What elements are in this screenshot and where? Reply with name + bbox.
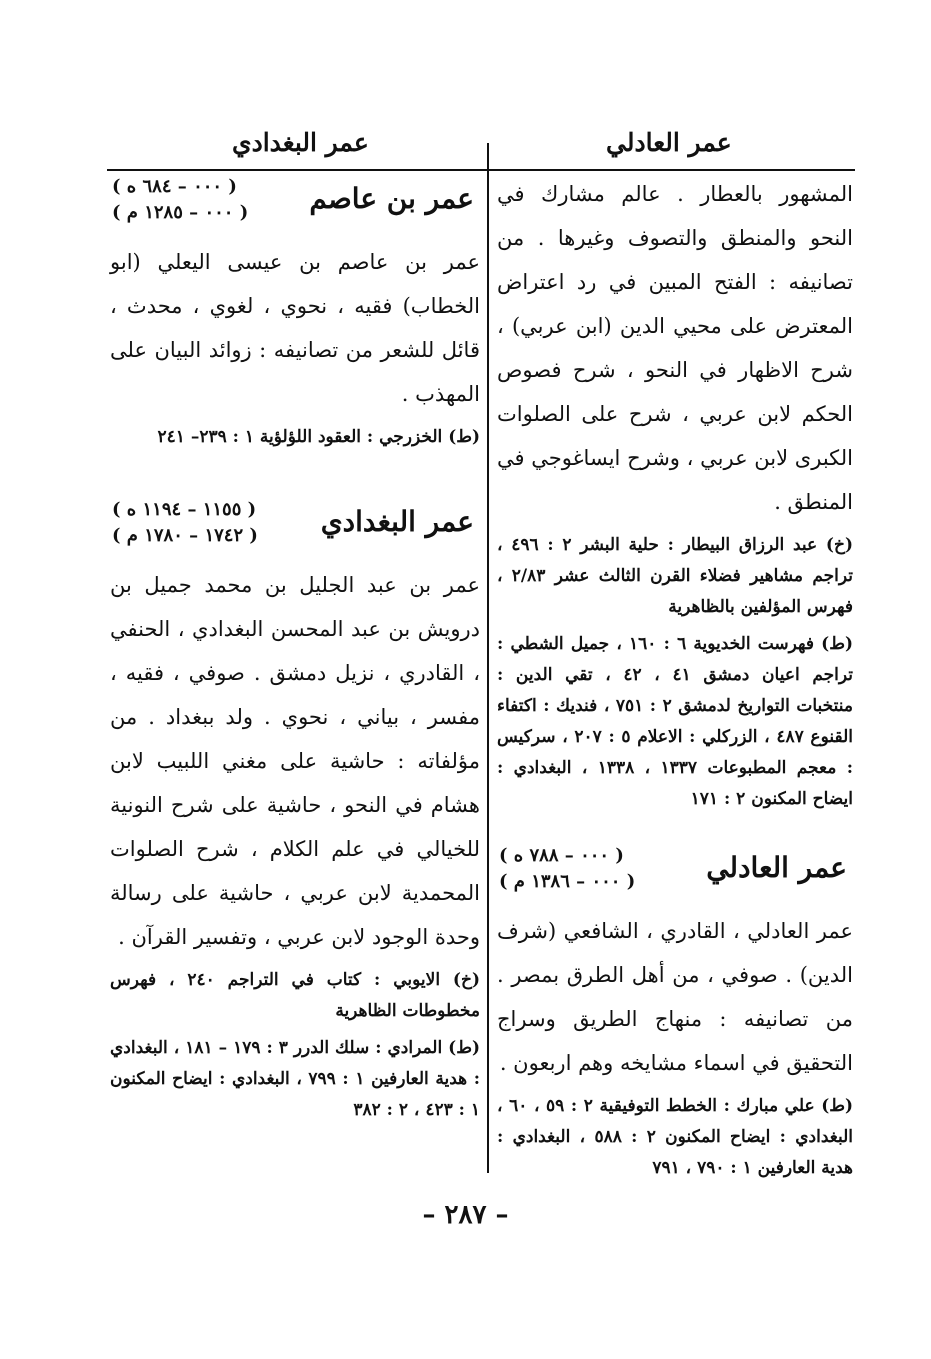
left-column xyxy=(110,172,480,1126)
spacer xyxy=(110,453,480,495)
entry-body: عمر بن عاصم بن عيسى اليعلي (ابو الخطاب) فقيه ، نحوي ، لغوي ، محدث ، قائل للشعر من تصانيفه : زوائد البيان على المهذب . xyxy=(110,250,480,406)
entry-title: عمر العادلي xyxy=(706,851,847,884)
entry-heading xyxy=(497,841,853,909)
column-divider xyxy=(487,143,489,1173)
entry-body: عمر العادلي ، القادري ، الشافعي (شرف الدين) . صوفي ، من أهل الطرق بمصر . من تصانيفه : منهاج الطريق وسراج التحقيق في اسماء مشايخه وهم اربعون . xyxy=(497,919,853,1075)
page-number: – ٢٨٧ – xyxy=(422,1200,509,1230)
spacer xyxy=(497,815,853,841)
dates-hijri: ( ١١٥٥ – ١١٩٤ ه ) xyxy=(112,499,257,520)
dates-hijri: ( ٠٠٠ – ٦٨٤ ه ) xyxy=(112,176,237,197)
entry-dates xyxy=(112,174,248,226)
entry-dates xyxy=(112,497,258,549)
right-column xyxy=(497,172,853,1184)
entry-reference: (ط) المرادي : سلك الدرر ٣ : ١٧٩ – ١٨١ ، البغدادي : هدية العارفين ١ : ٧٩٩ ، البغدادي : ايضاح المكنون ١ : ٤٢٣ ، ٢ : ٣٨٢ xyxy=(110,1038,480,1120)
entry-reference: (خ) الايوبي : كتاب في التراجم ٢٤٠ ، فهرس مخطوطات الظاهرية xyxy=(110,970,480,1021)
entry-title: عمر البغدادي xyxy=(320,505,474,538)
entry-title: عمر بن عاصم xyxy=(309,182,474,215)
dates-gregorian: ( ١٧٤٢ – ١٧٨٠ م ) xyxy=(112,525,258,546)
entry-reference: (ط) فهرست الخديوية ٦ : ١٦٠ ، جميل الشطي : تراجم اعيان دمشق ٤١ ، ٤٢ ، تقي الدين : منتخبات التواريخ لدمشق ٢ : ٧٥١ ، فنديك : اكتفاء القنوع ٤٨٧ ، الزركلي : الاعلام ٥ : ٢٠٧ ، سركيس : معجم المطبوعات ١٣٣٧ ، ١٣٣٨ ، البغدادي : ايضاح المكنون ٢ : ١٧١ xyxy=(497,634,854,809)
running-header-left: عمر البغدادي xyxy=(232,128,369,157)
dates-gregorian: ( ٠٠٠ – ١٢٨٥ م ) xyxy=(112,202,249,223)
entry-reference: (خ) عبد الرزاق البيطار : حلية البشر ٢ : ٤٩٦ ، تراجم مشاهير فضلاء القرن الثالث عشر ٢/٨٣ ، فهرس المؤلفين بالظاهرية xyxy=(497,535,853,617)
header-rule xyxy=(107,169,855,171)
entry-heading xyxy=(110,495,480,563)
running-header-right: عمر العادلي xyxy=(606,128,732,157)
entry-body: عمر بن عبد الجليل بن محمد جميل بن درويش بن عبد المحسن البغدادي ، الحنفي ، القادري ، نزيل دمشق . صوفي ، فقيه ، مفسر ، بياني ، نحوي . ولد ببغداد . من مؤلفاته : حاشية على مغني اللبيب لابن هشام في النحو ، حاشية على شرح النونية للخيالي في علم الكلام ، شرح الصلوات المحمدية لابن عربي ، حاشية على رسالة وحدة الوجود لابن عربي ، وتفسير القرآن . xyxy=(110,573,480,949)
entry-heading xyxy=(110,172,480,240)
entry-dates xyxy=(499,843,635,895)
entry-reference: (ط) علي مبارك : الخطط التوفيقية ٢ : ٥٩ ، ٦٠ ، البغدادي : ايضاح المكنون ٢ : ٥٨٨ ، البغدادي : هدية العارفين ١ : ٧٩٠ ، ٧٩١ xyxy=(497,1096,854,1178)
dates-gregorian: ( ٠٠٠ – ١٣٨٦ م ) xyxy=(499,871,636,892)
entry-reference: (ط) الخزرجي : العقود اللؤلؤية ١ : ٢٣٩– ٢٤١ xyxy=(157,427,480,447)
entry-body-continued: المشهور بالعطار . عالم مشارك في النحو والمنطق والتصوف وغيرها . من تصانيفه : الفتح المبين في رد اعتراض المعترض على محيي الدين (ابن عربي) ، شرح الاظهار في النحو ، شرح فصوص الحكم لابن عربي ، شرح على الصلوات الكبرى لابن عربي ، وشرح ايساغوجي في المنطق . xyxy=(497,182,853,514)
dates-hijri: ( ٠٠٠ – ٧٨٨ ه ) xyxy=(499,845,624,866)
